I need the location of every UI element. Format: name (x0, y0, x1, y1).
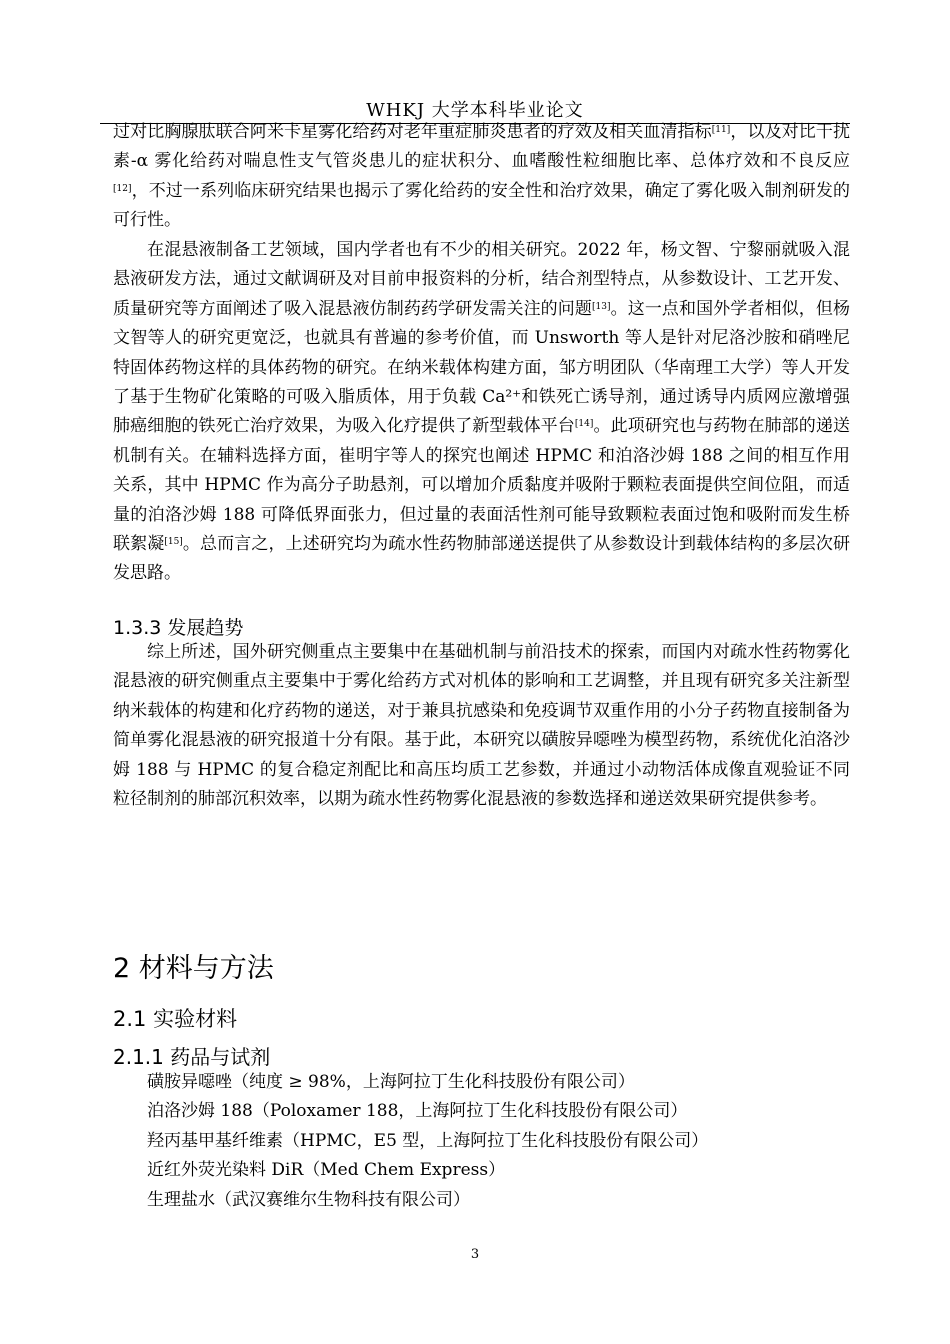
paragraph-text: 。此项研究也与药物在肺部的递送机制有关。在辅料选择方面，崔明宇等人的探究也阐述 HPMC 和泊洛沙姆 188 之间的相互作用关系，其中 HPMC 作为高分子助悬剂，可以增加介质黏度并吸附于颗粒表面提供空间位阻，而适量的泊洛沙姆 188 可降低界面张力，但过量的表面活性剂可能导致颗粒表面过饱和吸附而发生桥联絮凝 (113, 416, 851, 555)
paragraph-text: 。这一点和国外学者相似，但杨文智等人的研究更宽泛，也就具有普遍的参考价值，而 Unsworth 等人是针对尼洛沙胺和硝唑尼特固体药物这样的具体药物的研究。在纳米载体构建方面，邹方明团队（华南理工大学）等人开发了基于生物矿化策略的可吸入脂质体，用于负载 Ca²⁺和铁死亡诱导剂，通过诱导内质网应激增强肺癌细胞的铁死亡治疗效果，为吸入化疗提供了新型载体平台 (113, 298, 851, 437)
page-number: 3 (470, 1247, 480, 1262)
list-item: 羟丙基甲基纤维素（HPMC，E5 型，上海阿拉丁生化科技股份有限公司） (147, 1130, 709, 1151)
paragraph-suspension-process (113, 236, 850, 589)
paragraph-development-trends: 综上所述，国外研究侧重点主要集中在基础机制与前沿技术的探索，而国内对疏水性药物雾化混悬液的研究侧重点主要集中于雾化给药方式对机体的影响和工艺调整，并且现有研究多关注新型纳米载体的构建和化疗药物的递送，对于兼具抗感染和免疫调节双重作用的小分子药物直接制备为简单雾化混悬液的研究报道十分有限。基于此，本研究以磺胺异噁唑为模型药物，系统优化泊洛沙姆 188 与 HPMC 的复合稳定剂配比和高压均质工艺参数，并通过小动物活体成像直观验证不同粒径制剂的肺部沉积效率，以期为疏水性药物雾化混悬液的参数选择和递送效果研究提供参考。 (113, 642, 850, 810)
citation: [12] (113, 183, 132, 194)
list-item: 泊洛沙姆 188（Poloxamer 188，上海阿拉丁生化科技股份有限公司） (147, 1101, 688, 1122)
paragraph-text: 在混悬液制备工艺领域，国内学者也有不少的相关研究。2022 年，杨文智、宁黎丽就吸入混悬液研发方法，通过文献调研及对目前申报资料的分析，结合剂型特点，从参数设计、工艺开发、质量研究等方面阐述了吸入混悬液仿制药药学研发需关注的问题 (113, 240, 850, 319)
citation: [13] (592, 301, 611, 312)
section-heading-1-3-3: 1.3.3 发展趋势 (113, 617, 244, 639)
citation: [14] (574, 419, 594, 430)
paragraph-text: ，不过一系列临床研究结果也揭示了雾化给药的安全性和治疗效果，确定了雾化吸入制剂研发的可行性。 (113, 180, 850, 231)
section-heading-2-1: 2.1 实验材料 (113, 1007, 238, 1031)
paragraph-clinical-studies (113, 118, 850, 236)
citation: [15] (164, 537, 183, 548)
chapter-heading-2: 2 材料与方法 (113, 953, 274, 984)
list-item: 生理盐水（武汉赛维尔生物科技有限公司） (147, 1189, 470, 1210)
paragraph-text: ，以及对比干扰素-α 雾化给药对喘息性支气管炎患儿的症状积分、血嗜酸性粒细胞比率、总体疗效和不良反应 (113, 122, 851, 172)
paragraph-text: 过对比胸腺肽联合阿米卡星雾化给药对老年重症肺炎患者的疗效及相关血清指标 (113, 122, 712, 142)
section-heading-2-1-1: 2.1.1 药品与试剂 (113, 1045, 271, 1069)
list-item: 近红外荧光染料 DiR（Med Chem Express） (147, 1160, 506, 1181)
list-item: 磺胺异噁唑（纯度 ≥ 98%，上海阿拉丁生化科技股份有限公司） (147, 1072, 635, 1092)
paragraph-text: 。总而言之，上述研究均为疏水性药物肺部递送提供了从参数设计到载体结构的多层次研发思路。 (113, 534, 851, 584)
materials-list (147, 1068, 708, 1215)
citation: [11] (711, 125, 731, 135)
page-header: WHKJ 大学本科毕业论文 (366, 100, 584, 121)
